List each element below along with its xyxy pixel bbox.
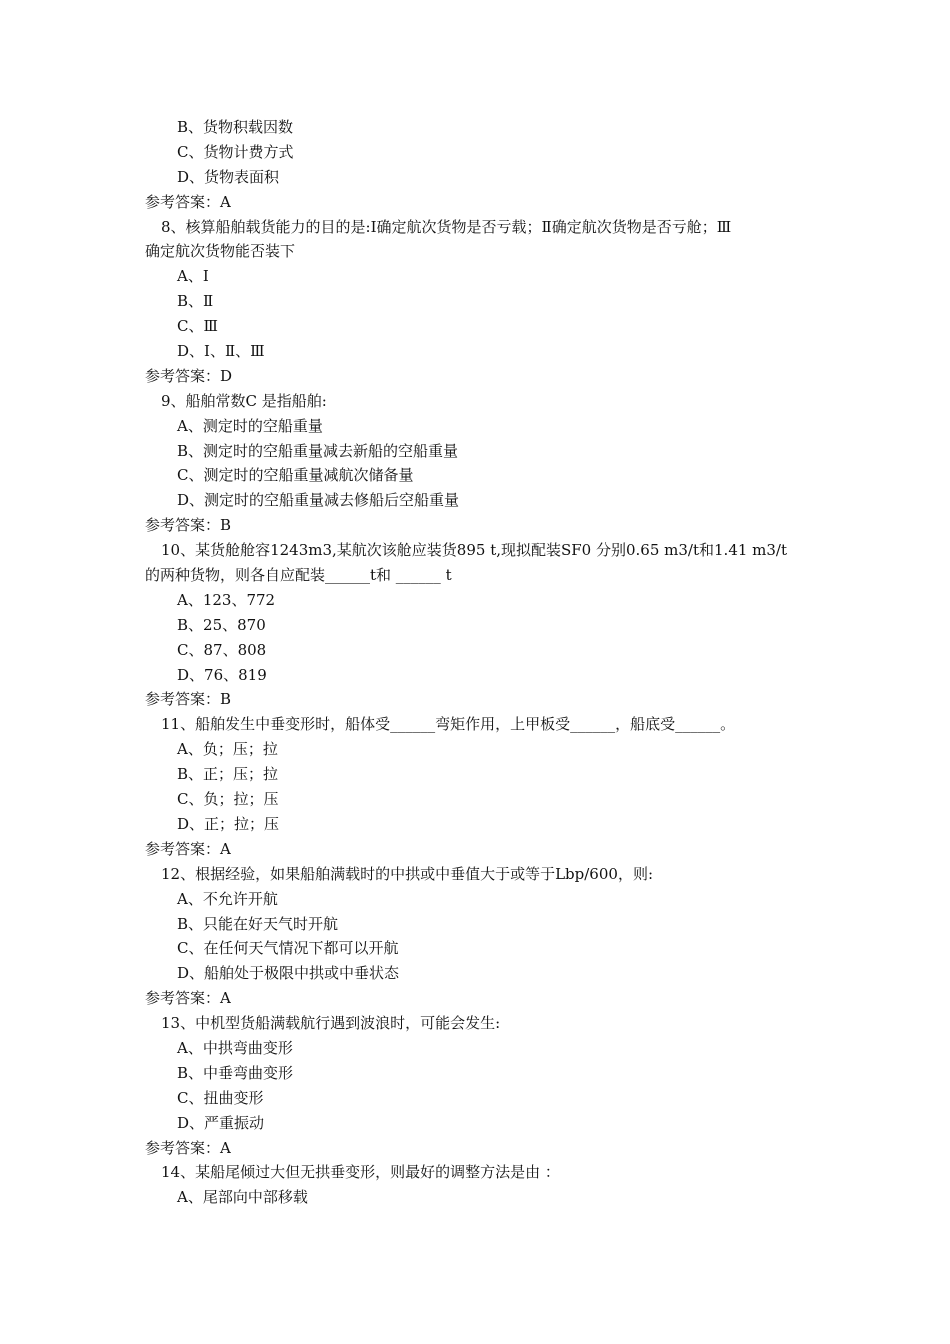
question-text: 12、根据经验，如果船舶满载时的中拱或中垂值大于或等于Lbp/600，则: — [161, 864, 653, 883]
reference-answer: 参考答案：B — [145, 516, 232, 535]
answer-option: A、测定时的空船重量 — [177, 416, 323, 435]
question-text: 8、核算船舶载货能力的目的是:Ⅰ确定航次货物是否亏载；Ⅱ确定航次货物是否亏舱；Ⅲ — [161, 217, 732, 236]
answer-option: D、76、819 — [177, 665, 267, 684]
question-text-continued: 确定航次货物能否装下 — [145, 242, 296, 261]
answer-option: C、Ⅲ — [177, 317, 218, 336]
reference-answer: 参考答案：A — [145, 989, 231, 1008]
question-text: 11、船舶发生中垂变形时，船体受______弯矩作用，上甲板受______，船底受______。 — [161, 715, 736, 734]
answer-option: B、只能在好天气时开航 — [177, 914, 339, 933]
reference-answer: 参考答案：A — [145, 839, 231, 858]
answer-option: B、Ⅱ — [177, 292, 214, 311]
answer-option: B、中垂弯曲变形 — [177, 1063, 294, 1082]
question-text-continued: 的两种货物，则各自应配装______t和 ______ t — [145, 566, 452, 585]
answer-option: A、尾部向中部移载 — [177, 1188, 308, 1207]
question-text: 13、中机型货船满载航行遇到波浪时，可能会发生: — [161, 1014, 501, 1033]
answer-option: C、测定时的空船重量减航次储备量 — [177, 466, 414, 485]
answer-option: C、货物计费方式 — [177, 142, 294, 161]
answer-option: B、货物积载因数 — [177, 118, 294, 136]
answer-option: D、货物表面积 — [177, 167, 280, 186]
question-text: 9、船舶常数C 是指船舶: — [161, 391, 327, 410]
answer-option: C、在任何天气情况下都可以开航 — [177, 939, 399, 958]
reference-answer: 参考答案：A — [145, 192, 231, 211]
answer-option: A、负；压；拉 — [177, 740, 278, 759]
answer-option: A、不允许开航 — [177, 889, 278, 908]
question-text: 10、某货舱舱容1243m3,某航次该舱应装货895 t,现拟配装SF0 分别0.65 m3/t和1.41 m3/t — [161, 541, 788, 560]
answer-option: D、船舶处于极限中拱或中垂状态 — [177, 964, 400, 983]
answer-option: B、25、870 — [177, 615, 266, 634]
answer-option: B、正；压；拉 — [177, 765, 279, 784]
answer-option: D、严重振动 — [177, 1113, 265, 1132]
answer-option: D、测定时的空船重量减去修船后空船重量 — [177, 491, 460, 510]
reference-answer: 参考答案：D — [145, 366, 233, 385]
question-text: 14、某船尾倾过大但无拱垂变形，则最好的调整方法是由 ： — [161, 1163, 560, 1182]
answer-option: D、Ⅰ、Ⅱ、Ⅲ — [177, 342, 265, 361]
answer-option: D、正；拉；压 — [177, 814, 280, 833]
answer-option: C、扭曲变形 — [177, 1088, 264, 1107]
answer-option: A、Ⅰ — [177, 267, 209, 286]
document-page — [145, 115, 835, 1210]
answer-option: A、中拱弯曲变形 — [177, 1038, 293, 1057]
answer-option: A、123、772 — [177, 590, 276, 609]
reference-answer: 参考答案：B — [145, 690, 232, 709]
answer-option: C、负；拉；压 — [177, 790, 279, 809]
answer-option: C、87、808 — [177, 640, 267, 659]
answer-option: B、测定时的空船重量减去新船的空船重量 — [177, 441, 459, 460]
reference-answer: 参考答案：A — [145, 1138, 231, 1157]
